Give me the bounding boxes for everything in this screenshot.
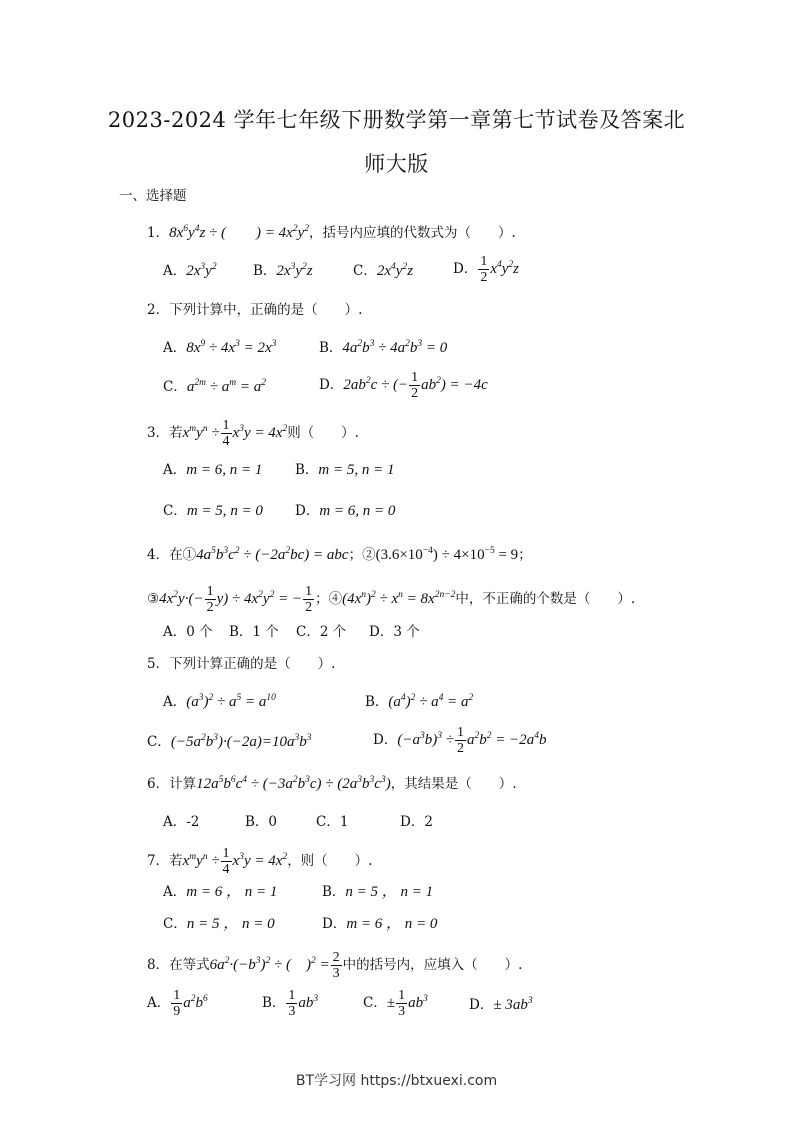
- math-expression: $8x^6y^4z$ ÷ ( ) = $4x^2y^2$: [169, 224, 309, 241]
- question-8: 8．在等式$6a^2\cdot(-b^3)^2$ ÷ ( )$^2$ = $\frac{2}{3}$ 中的括号内，应填入（ ）.: [147, 950, 523, 981]
- question-1: [147, 223, 516, 243]
- q4-option-a[interactable]: A．0 个: [163, 624, 213, 640]
- q5-option-d[interactable]: D．$(-a^3b)^3$ ÷ $\frac{1}{2}$ $a^2b^2 = -2a^4b$: [373, 725, 547, 756]
- q1-option-c[interactable]: C．$2x^4y^2z$: [353, 262, 414, 279]
- footer-watermark[interactable]: BT学习网 https://btxuexi.com: [295, 1073, 498, 1089]
- question-number: 2．: [147, 302, 170, 318]
- q3-option-a[interactable]: A．m = 6, n = 1: [163, 462, 263, 478]
- q4-option-b[interactable]: B．1 个: [229, 624, 279, 640]
- q8-option-c[interactable]: C．± $\frac{1}{3}$ $ab^3$: [363, 988, 428, 1019]
- q3-option-c[interactable]: C．m = 5, n = 0: [163, 503, 263, 519]
- q3-option-d[interactable]: D．m = 6, n = 0: [295, 503, 396, 519]
- q7-option-a[interactable]: A．m = 6 ， n = 1: [163, 884, 278, 900]
- q6-option-b[interactable]: B．0: [245, 814, 278, 830]
- question-2: [147, 300, 362, 320]
- document-title-line1: 2023-2024 学年七年级下册数学第一章第七节试卷及答案北: [107, 108, 686, 132]
- q5-option-a[interactable]: A．$(a^3)^2 \div a^5 = a^{10}$: [163, 693, 276, 710]
- q5-option-c[interactable]: C．$(-5a^2b^3)\cdot(-2a)=10a^3b^3$: [147, 733, 312, 750]
- question-text: ，括号内应填的代数式为（ ）.: [308, 225, 516, 241]
- section-heading: 一、选择题: [119, 188, 187, 204]
- q8-option-a[interactable]: A． $\frac{1}{9}$ $a^2b^6$: [147, 988, 208, 1019]
- question-6: 6．计算$12a^5b^6c^4 \div (-3a^2b^3c) \div (2a^3b^3c^3)$，其结果是（ ）.: [147, 775, 517, 792]
- question-4-line1: 4．在$①4a^5b^3c^2 \div (-2a^2bc)$ = abc；$②(3.6\times 10^{-4}) \div 4\times 10^{-5} = 9$；: [147, 546, 532, 563]
- question-3: 3．若$x^my^n$ ÷ $\frac{1}{4}$ $x^3y = 4x^2$则（ ）.: [147, 418, 359, 449]
- question-7: 7．若$x^my^n$ ÷ $\frac{1}{4}$ $x^3y = 4x^2$，则（ ）.: [147, 846, 373, 877]
- q7-option-d[interactable]: D．m = 6 ， n = 0: [322, 916, 438, 932]
- q2-option-b[interactable]: B．$4a^2b^3 \div 4a^2b^3 = 0$: [319, 339, 448, 356]
- question-5: 5．下列计算正确的是（ ）.: [147, 656, 336, 672]
- q5-option-b[interactable]: B．$(a^4)^2 \div a^4 = a^2$: [365, 693, 474, 710]
- q3-option-b[interactable]: B．m = 5, n = 1: [295, 462, 395, 478]
- q6-option-d[interactable]: D．2: [400, 814, 433, 830]
- q6-option-c[interactable]: C．1: [316, 814, 349, 830]
- q7-option-b[interactable]: B．n = 5 ， n = 1: [322, 884, 434, 900]
- question-text: 下列计算中，正确的是（ ）.: [169, 302, 363, 318]
- q1-option-b[interactable]: B．$2x^3y^2z$: [253, 262, 313, 279]
- question-4-line2: $③4x^2y\cdot(-$ $\frac{1}{2}$ $y) \div 4x^2y^2$ = − $\frac{1}{2}$ ；$④(4x^n)^2 \div x^n = 8x^{2n-2}$中，不正确的个数是（ ）.: [147, 584, 636, 615]
- q4-option-c[interactable]: C．2 个: [296, 624, 347, 640]
- q4-option-d[interactable]: D．3 个: [369, 624, 420, 640]
- q8-option-d[interactable]: D．± $3ab^3$: [469, 996, 533, 1013]
- q2-option-a[interactable]: A．$8x^9 \div 4x^3 = 2x^3$: [163, 339, 277, 356]
- q2-option-c[interactable]: C．$a^{2m} \div a^m = a^2$: [163, 378, 266, 395]
- q1-option-d[interactable]: D． $\frac{1}{2}$ $x^4y^2z$: [453, 254, 520, 285]
- document-title-line2: 师大版: [364, 152, 429, 176]
- q2-option-d[interactable]: D．$2ab^2c$ ÷ (− $\frac{1}{2}$ $ab^2) = -4c$: [319, 370, 488, 401]
- question-number: 1．: [147, 225, 170, 241]
- q8-option-b[interactable]: B． $\frac{1}{3}$ $ab^3$: [262, 988, 319, 1019]
- q1-option-a[interactable]: A．$2x^3y^2$: [163, 262, 217, 279]
- q7-option-c[interactable]: C．n = 5 ， n = 0: [163, 916, 275, 932]
- q6-option-a[interactable]: A．-2: [163, 814, 200, 830]
